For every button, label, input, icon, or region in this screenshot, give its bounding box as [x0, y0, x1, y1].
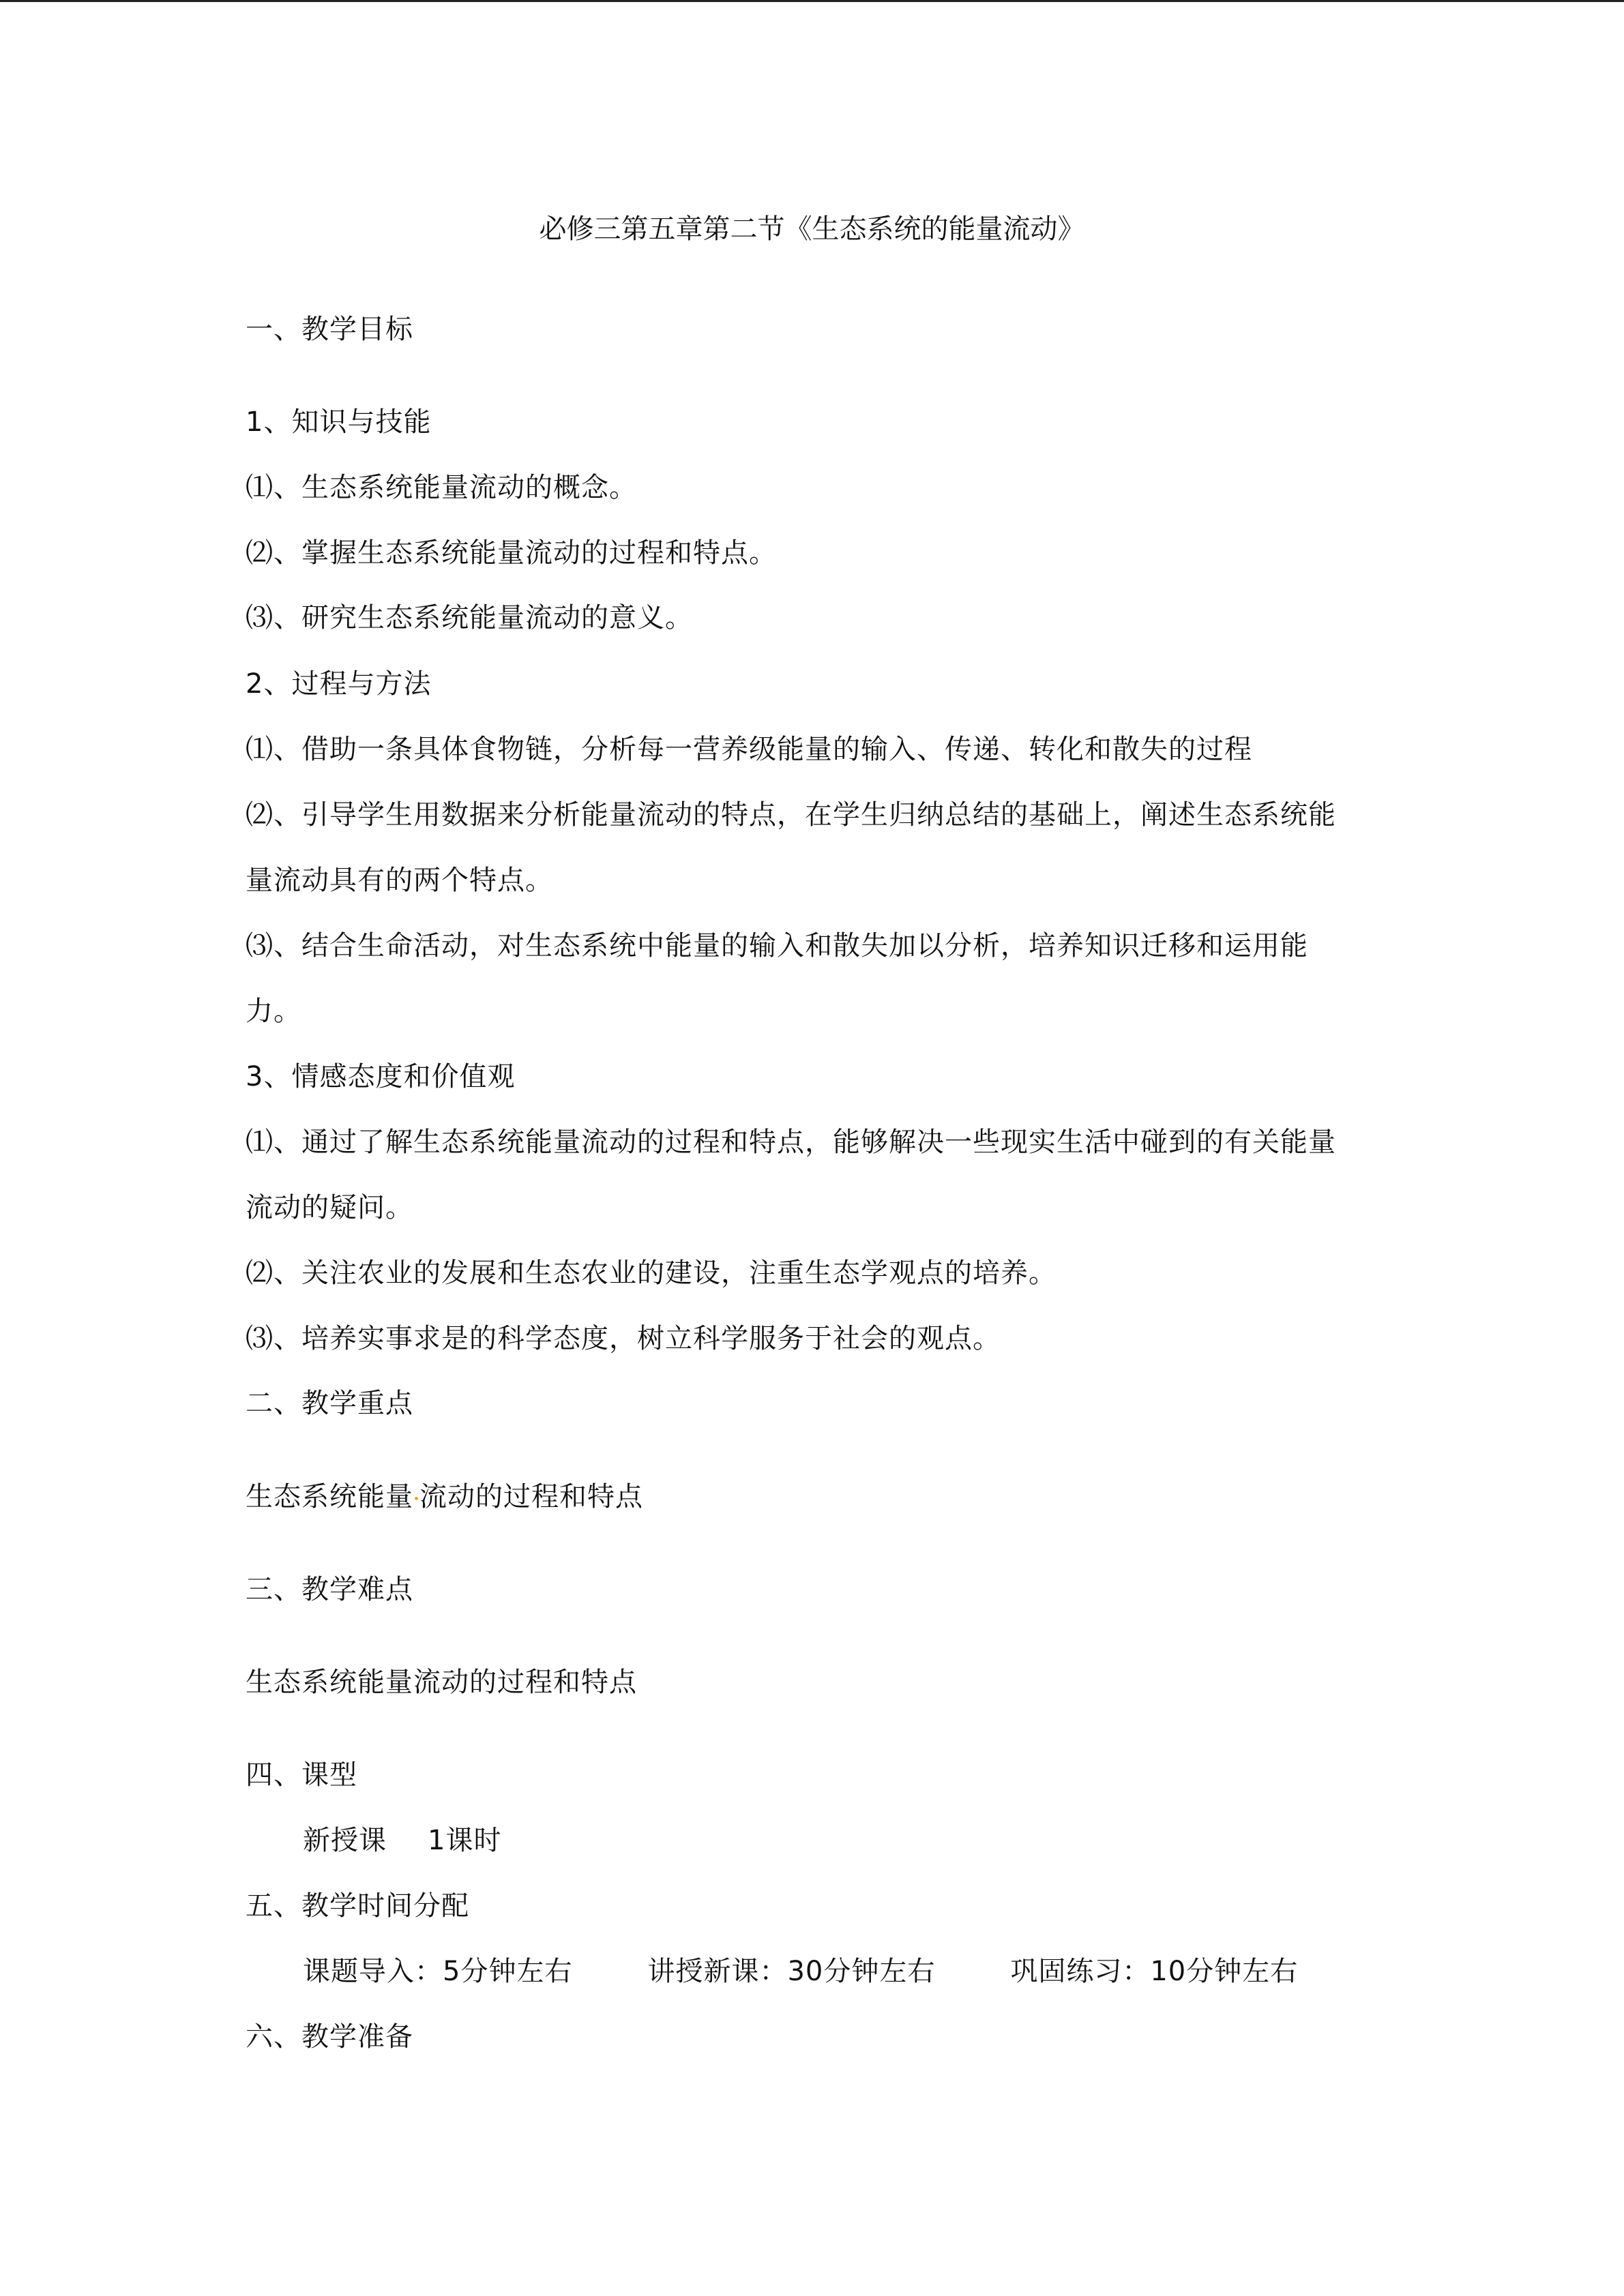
list-item: ⑶、培养实事求是的科学态度，树立科学服务于社会的观点。	[246, 1323, 1001, 1354]
list-item-continuation: 量流动具有的两个特点。	[246, 865, 553, 896]
list-item: ⑵、引导学生用数据来分析能量流动的特点，在学生归纳总结的基础上，阐述生态系统能	[246, 799, 1336, 831]
list-item: ⑴、生态系统能量流动的概念。	[246, 472, 637, 503]
lesson-hours: 1课时	[428, 1825, 502, 1856]
highlight-dot-icon	[415, 1497, 418, 1500]
list-item: ⑶、结合生命活动，对生态系统中能量的输入和散失加以分析，培养知识迁移和运用能	[246, 930, 1308, 961]
list-item-continuation: 流动的疑问。	[246, 1192, 413, 1223]
key-points-text	[246, 1478, 643, 1516]
list-item-continuation: 力。	[246, 996, 301, 1027]
section-heading-time-allocation: 五、教学时间分配	[246, 1890, 469, 1922]
difficulties-text: 生态系统能量流动的过程和特点	[246, 1667, 637, 1698]
list-item: ⑴、通过了解生态系统能量流动的过程和特点，能够解决一些现实生活中碰到的有关能量	[246, 1127, 1336, 1158]
list-item: ⑵、掌握生态系统能量流动的过程和特点。	[246, 537, 777, 569]
section-heading-lesson-type: 四、课型	[246, 1759, 357, 1791]
time-lecture: 讲授新课：30分钟左右	[647, 1956, 936, 1987]
subheading-process-methods: 2、过程与方法	[246, 668, 432, 700]
time-practice: 巩固练习：10分钟左右	[1010, 1956, 1299, 1987]
key-points-text-part1: 生态系统能量	[246, 1481, 413, 1512]
subheading-attitudes-values: 3、情感态度和价值观	[246, 1061, 516, 1092]
section-heading-preparation: 六、教学准备	[246, 2021, 413, 2053]
subheading-knowledge-skills: 1、知识与技能	[246, 406, 432, 438]
list-item: ⑴、借助一条具体食物链，分析每一营养级能量的输入、传递、转化和散失的过程	[246, 734, 1252, 765]
lesson-type: 新授课	[303, 1825, 387, 1856]
lesson-type-row	[303, 1821, 501, 1860]
section-heading-difficulties: 三、教学难点	[246, 1574, 413, 1605]
list-item: ⑵、关注农业的发展和生态农业的建设，注重生态学观点的培养。	[246, 1257, 1057, 1289]
list-item: ⑶、研究生态系统能量流动的意义。	[246, 602, 693, 633]
time-allocation-row	[303, 1952, 1298, 1991]
section-heading-objectives: 一、教学目标	[246, 314, 413, 345]
time-intro: 课题导入：5分钟左右	[303, 1956, 573, 1987]
key-points-text-part2: 流动的过程和特点	[419, 1481, 643, 1512]
document-title: 必修三第五章第二节《生态系统的能量流动》	[539, 213, 1085, 245]
section-heading-key-points: 二、教学重点	[246, 1388, 413, 1419]
